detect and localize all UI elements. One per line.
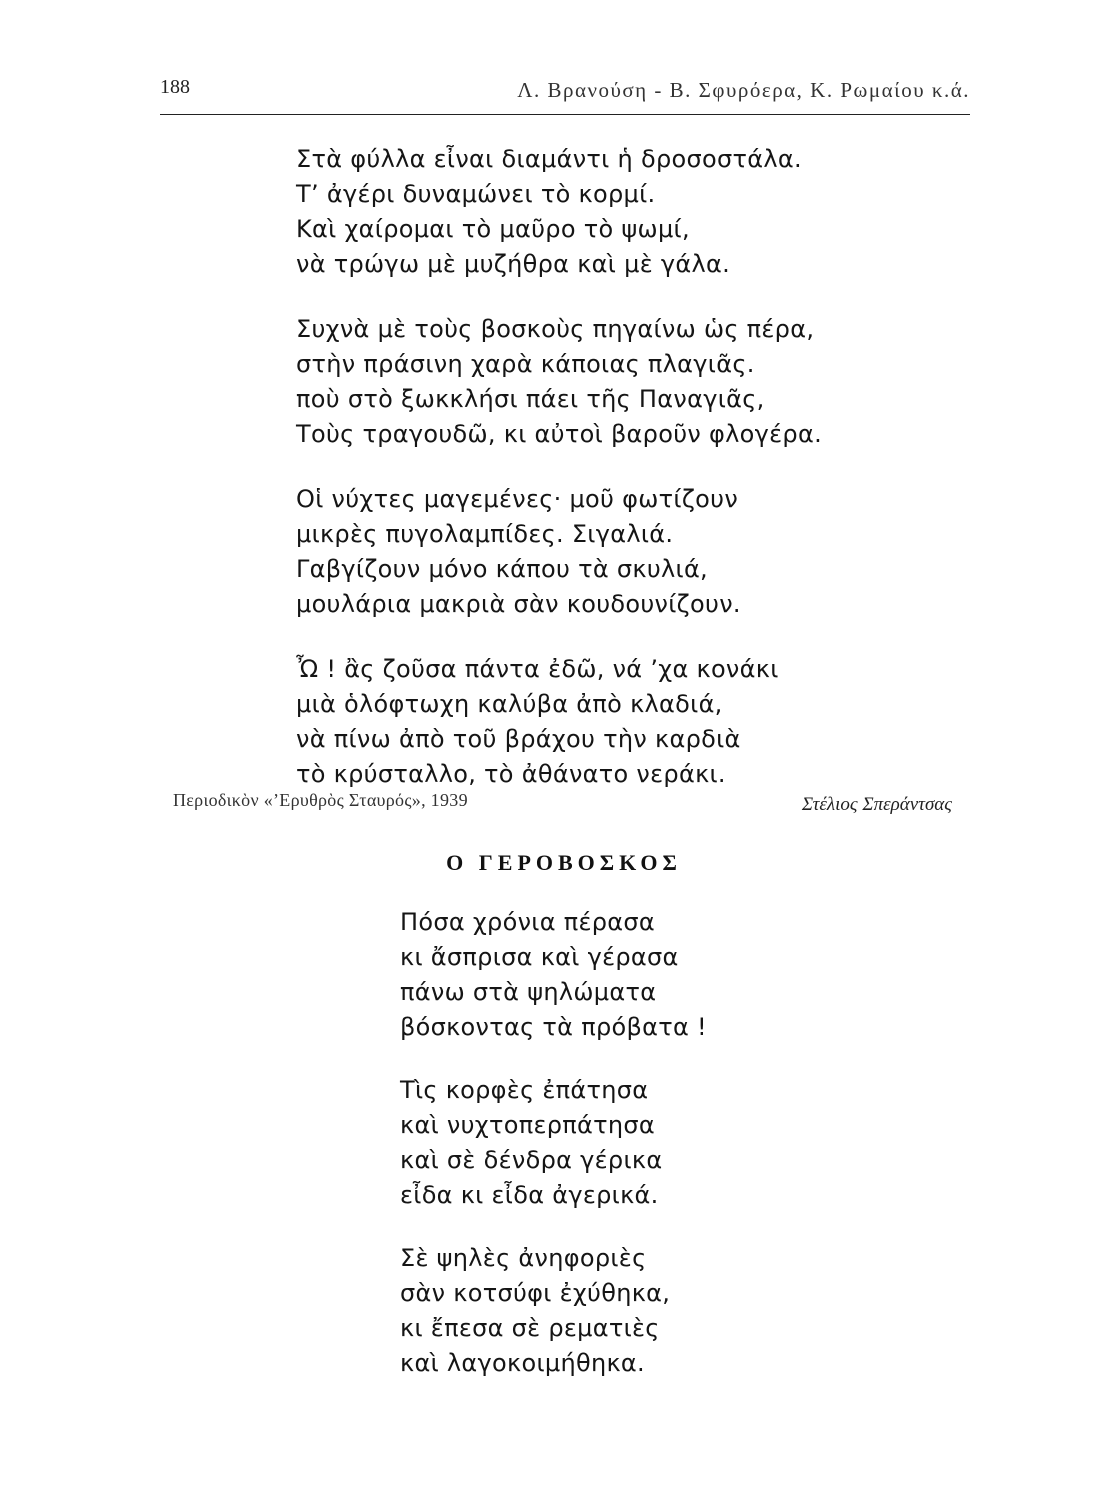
poem-line: κι ἔπεσα σὲ ρεματιὲς [400,1314,660,1342]
poem-line: στὴν πράσινη χαρὰ κάποιας πλαγιᾶς. [296,350,755,378]
poem-line: εἶδα κι εἶδα ἀγερικά. [400,1181,659,1209]
poem-line: Γαβγίζουν μόνο κάπου τὰ σκυλιά, [296,555,708,583]
stanza [296,652,822,792]
stanza [296,142,822,282]
poem-line: μικρὲς πυγολαμπίδες. Σιγαλιά. [296,520,674,548]
poem-line: ποὺ στὸ ξωκκλήσι πάει τῆς Παναγιᾶς, [296,385,765,413]
poem-line: Τὶς κορφὲς ἐπάτησα [400,1076,649,1104]
poem-line: Ὦ ! ἂς ζοῦσα πάντα ἐδῶ, νά ’χα κονάκι [296,655,779,683]
poem-line: Στὰ φύλλα εἶναι διαμάντι ἡ δροσοστάλα. [296,145,802,173]
stanza [400,905,707,1045]
page-number: 188 [160,76,190,98]
poem-line: Πόσα χρόνια πέρασα [400,908,656,936]
stanza [400,1241,707,1381]
poem-line: κι ἄσπρισα καὶ γέρασα [400,943,679,971]
poem-line: βόσκοντας τὰ πρόβατα ! [400,1013,707,1041]
poem-line: μιὰ ὁλόφτωχη καλύβα ἀπὸ κλαδιά, [296,690,723,718]
poem-source: Περιοδικὸν «’Ερυθρὸς Σταυρός», 1939 [173,790,468,810]
poem-line: πάνω στὰ ψηλώματα [400,978,657,1006]
poem-line: σὰν κοτσύφι ἐχύθηκα, [400,1279,671,1307]
poem-second [400,905,707,1381]
poem-title: Ο ΓΕΡΟΒΟΣΚΟΣ [446,850,682,875]
poem-line: Συχνὰ μὲ τοὺς βοσκοὺς πηγαίνω ὡς πέρα, [296,315,815,343]
poem-line: καὶ νυχτοπερπάτησα [400,1111,656,1139]
poem-line: νὰ πίνω ἀπὸ τοῦ βράχου τὴν καρδιὰ [296,725,741,753]
stanza [296,312,822,452]
poem-line: καὶ λαγοκοιμήθηκα. [400,1349,645,1377]
poem-line: μουλάρια μακριὰ σὰν κουδουνίζουν. [296,590,741,618]
poem-line: Σὲ ψηλὲς ἀνηφοριὲς [400,1244,647,1272]
poem-line: καὶ σὲ δένδρα γέρικα [400,1146,663,1174]
page-header [160,72,970,115]
poem-line: Τοὺς τραγουδῶ, κι αὐτοὶ βαροῦν φλογέρα. [296,420,823,448]
poem-first [296,142,822,792]
poem-line: Οἱ νύχτες μαγεμένες· μοῦ φωτίζουν [296,485,739,513]
stanza [296,482,822,622]
poem-author: Στέλιος Σπεράντσας [801,794,952,815]
poem-line: Τ’ ἀγέρι δυναμώνει τὸ κορμί. [296,180,656,208]
poem-line: τὸ κρύσταλλο, τὸ ἀθάνατο νεράκι. [296,760,726,788]
poem-line: Καὶ χαίρομαι τὸ μαῦρο τὸ ψωμί, [296,215,690,243]
poem-line: νὰ τρώγω μὲ μυζήθρα καὶ μὲ γάλα. [296,250,731,278]
running-head: Λ. Βρανούση - Β. Σφυρόερα, Κ. Ρωμαίου κ.ά. [517,78,970,102]
stanza [400,1073,707,1213]
